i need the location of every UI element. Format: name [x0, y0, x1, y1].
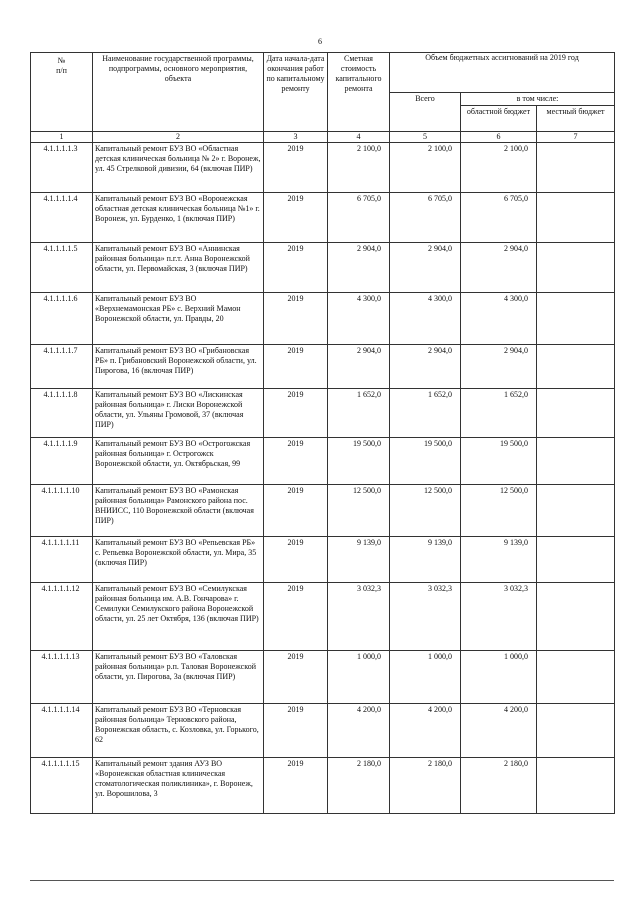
cell-num: 4.1.1.1.1.5: [31, 243, 93, 293]
cell-total: 6 705,0: [390, 193, 461, 243]
table-row: [31, 485, 615, 537]
cell-num: 4.1.1.1.1.12: [31, 583, 93, 651]
cell-num: 4.1.1.1.1.15: [31, 758, 93, 814]
table-row: [31, 389, 615, 438]
cell-date: 2019: [264, 485, 328, 537]
header-budget-group: Объем бюджетных ассигнований на 2019 год: [390, 53, 615, 93]
cell-num: 4.1.1.1.1.3: [31, 143, 93, 193]
cell-local: [537, 651, 615, 704]
header-local: местный бюджет: [537, 106, 615, 132]
cell-date: 2019: [264, 345, 328, 389]
table-row: [31, 651, 615, 704]
column-number: 5: [390, 132, 461, 143]
header-total: Всего: [390, 93, 461, 132]
cell-date: 2019: [264, 704, 328, 758]
cell-regional: 12 500,0: [461, 485, 537, 537]
column-number: 1: [31, 132, 93, 143]
table-row: [31, 758, 615, 814]
cell-regional: 6 705,0: [461, 193, 537, 243]
cell-date: 2019: [264, 758, 328, 814]
table-row: [31, 537, 615, 583]
cell-local: [537, 193, 615, 243]
cell-name: Капитальный ремонт БУЗ ВО «Верхнемамонская РБ» с. Верхний Мамон Воронежской области, ул. Правды, 20: [93, 293, 264, 345]
cell-cost: 3 032,3: [328, 583, 390, 651]
cell-total: 19 500,0: [390, 438, 461, 485]
cell-total: 3 032,3: [390, 583, 461, 651]
cell-name: Капитальный ремонт БУЗ ВО «Лискинская районная больница» г. Лиски Воронежской области, ул. Ульяны Громовой, 37 (включая ПИР): [93, 389, 264, 438]
header-name: Наименование государственной программы, подпрограммы, основного мероприятия, объекта: [93, 53, 264, 132]
budget-table: [30, 52, 615, 814]
cell-cost: 4 300,0: [328, 293, 390, 345]
cell-name: Капитальный ремонт БУЗ ВО «Областная детская клиническая больница № 2» г. Воронеж, ул. 45 Стрелковой дивизии, 64 (включая ПИР): [93, 143, 264, 193]
cell-cost: 6 705,0: [328, 193, 390, 243]
cell-regional: 9 139,0: [461, 537, 537, 583]
column-number: 7: [537, 132, 615, 143]
cell-name: Капитальный ремонт БУЗ ВО «Острогожская районная больница» г. Острогожск Воронежской области, ул. Октябрьская, 99: [93, 438, 264, 485]
cell-cost: 2 100,0: [328, 143, 390, 193]
cell-total: 2 100,0: [390, 143, 461, 193]
cell-regional: 3 032,3: [461, 583, 537, 651]
cell-total: 2 904,0: [390, 345, 461, 389]
cell-local: [537, 583, 615, 651]
cell-local: [537, 758, 615, 814]
cell-cost: 1 652,0: [328, 389, 390, 438]
table-row: [31, 143, 615, 193]
cell-total: 1 652,0: [390, 389, 461, 438]
cell-date: 2019: [264, 537, 328, 583]
column-number: 3: [264, 132, 328, 143]
cell-total: 4 300,0: [390, 293, 461, 345]
cell-name: Капитальный ремонт БУЗ ВО «Рамонская районная больница» Рамонского района пос. ВНИИСС, 110 Воронежской области (включая ПИР): [93, 485, 264, 537]
cell-num: 4.1.1.1.1.9: [31, 438, 93, 485]
cell-regional: 1 000,0: [461, 651, 537, 704]
cell-cost: 2 180,0: [328, 758, 390, 814]
cell-date: 2019: [264, 389, 328, 438]
cell-local: [537, 704, 615, 758]
cell-name: Капитальный ремонт БУЗ ВО «Терновская районная больница» Терновского района, Воронежская область, с. Козловка, ул. Горького, 62: [93, 704, 264, 758]
cell-date: 2019: [264, 243, 328, 293]
cell-total: 2 904,0: [390, 243, 461, 293]
cell-name: Капитальный ремонт БУЗ ВО «Семилукская районная больница им. А.В. Гончарова» г. Семилуки Семилукского района Воронежской области, ул. 25 лет Октября, 136 (включая ПИР): [93, 583, 264, 651]
cell-name: Капитальный ремонт БУЗ ВО «Таловская районная больница» р.п. Таловая Воронежской области, ул. Пирогова, 3а (включая ПИР): [93, 651, 264, 704]
cell-regional: 19 500,0: [461, 438, 537, 485]
cell-cost: 1 000,0: [328, 651, 390, 704]
table-row: [31, 293, 615, 345]
header-incl: в том числе:: [461, 93, 615, 106]
cell-num: 4.1.1.1.1.11: [31, 537, 93, 583]
cell-regional: 2 904,0: [461, 345, 537, 389]
cell-date: 2019: [264, 583, 328, 651]
cell-name: Капитальный ремонт БУЗ ВО «Аннинская районная больница» п.г.т. Анна Воронежской области, ул. Первомайская, 3 (включая ПИР): [93, 243, 264, 293]
cell-cost: 19 500,0: [328, 438, 390, 485]
cell-name: Капитальный ремонт здания АУЗ ВО «Воронежская областная клиническая стоматологическая поликлиника», г. Воронеж, ул. Ворошилова, 3: [93, 758, 264, 814]
cell-date: 2019: [264, 193, 328, 243]
cell-local: [537, 345, 615, 389]
cell-name: Капитальный ремонт БУЗ ВО «Репьевская РБ» с. Репьевка Воронежской области, ул. Мира, 35 (включая ПИР): [93, 537, 264, 583]
bottom-divider: [30, 880, 614, 881]
cell-date: 2019: [264, 438, 328, 485]
cell-name: Капитальный ремонт БУЗ ВО «Грибановская РБ» п. Грибановский Воронежской области, ул. Пирогова, 16 (включая ПИР): [93, 345, 264, 389]
page-number: 6: [318, 37, 322, 46]
column-number-row: [31, 132, 615, 143]
cell-date: 2019: [264, 143, 328, 193]
cell-num: 4.1.1.1.1.8: [31, 389, 93, 438]
cell-regional: 4 300,0: [461, 293, 537, 345]
cell-cost: 9 139,0: [328, 537, 390, 583]
cell-cost: 12 500,0: [328, 485, 390, 537]
header-regional: областной бюджет: [461, 106, 537, 132]
column-number: 6: [461, 132, 537, 143]
cell-num: 4.1.1.1.1.13: [31, 651, 93, 704]
cell-local: [537, 485, 615, 537]
header-number: № п/п: [31, 53, 93, 132]
cell-local: [537, 293, 615, 345]
cell-regional: 2 100,0: [461, 143, 537, 193]
cell-num: 4.1.1.1.1.10: [31, 485, 93, 537]
cell-regional: 2 904,0: [461, 243, 537, 293]
table-row: [31, 583, 615, 651]
header-cost: Сметная стоимость капитального ремонта: [328, 53, 390, 132]
cell-cost: 4 200,0: [328, 704, 390, 758]
table-row: [31, 193, 615, 243]
column-number: 4: [328, 132, 390, 143]
table-row: [31, 243, 615, 293]
cell-num: 4.1.1.1.1.14: [31, 704, 93, 758]
cell-local: [537, 243, 615, 293]
cell-total: 2 180,0: [390, 758, 461, 814]
table-row: [31, 438, 615, 485]
cell-num: 4.1.1.1.1.7: [31, 345, 93, 389]
header-dates: Дата начала-дата окончания работ по капитальному ремонту: [264, 53, 328, 132]
cell-local: [537, 537, 615, 583]
cell-date: 2019: [264, 293, 328, 345]
cell-cost: 2 904,0: [328, 345, 390, 389]
cell-total: 12 500,0: [390, 485, 461, 537]
cell-total: 9 139,0: [390, 537, 461, 583]
cell-local: [537, 438, 615, 485]
cell-regional: 2 180,0: [461, 758, 537, 814]
table-row: [31, 704, 615, 758]
cell-num: 4.1.1.1.1.6: [31, 293, 93, 345]
cell-date: 2019: [264, 651, 328, 704]
cell-total: 1 000,0: [390, 651, 461, 704]
cell-cost: 2 904,0: [328, 243, 390, 293]
cell-regional: 4 200,0: [461, 704, 537, 758]
cell-num: 4.1.1.1.1.4: [31, 193, 93, 243]
cell-total: 4 200,0: [390, 704, 461, 758]
cell-name: Капитальный ремонт БУЗ ВО «Воронежская областная детская клиническая больница №1» г. Воронеж, ул. Бурденко, 1 (включая ПИР): [93, 193, 264, 243]
cell-local: [537, 389, 615, 438]
cell-local: [537, 143, 615, 193]
column-number: 2: [93, 132, 264, 143]
table-row: [31, 345, 615, 389]
cell-regional: 1 652,0: [461, 389, 537, 438]
